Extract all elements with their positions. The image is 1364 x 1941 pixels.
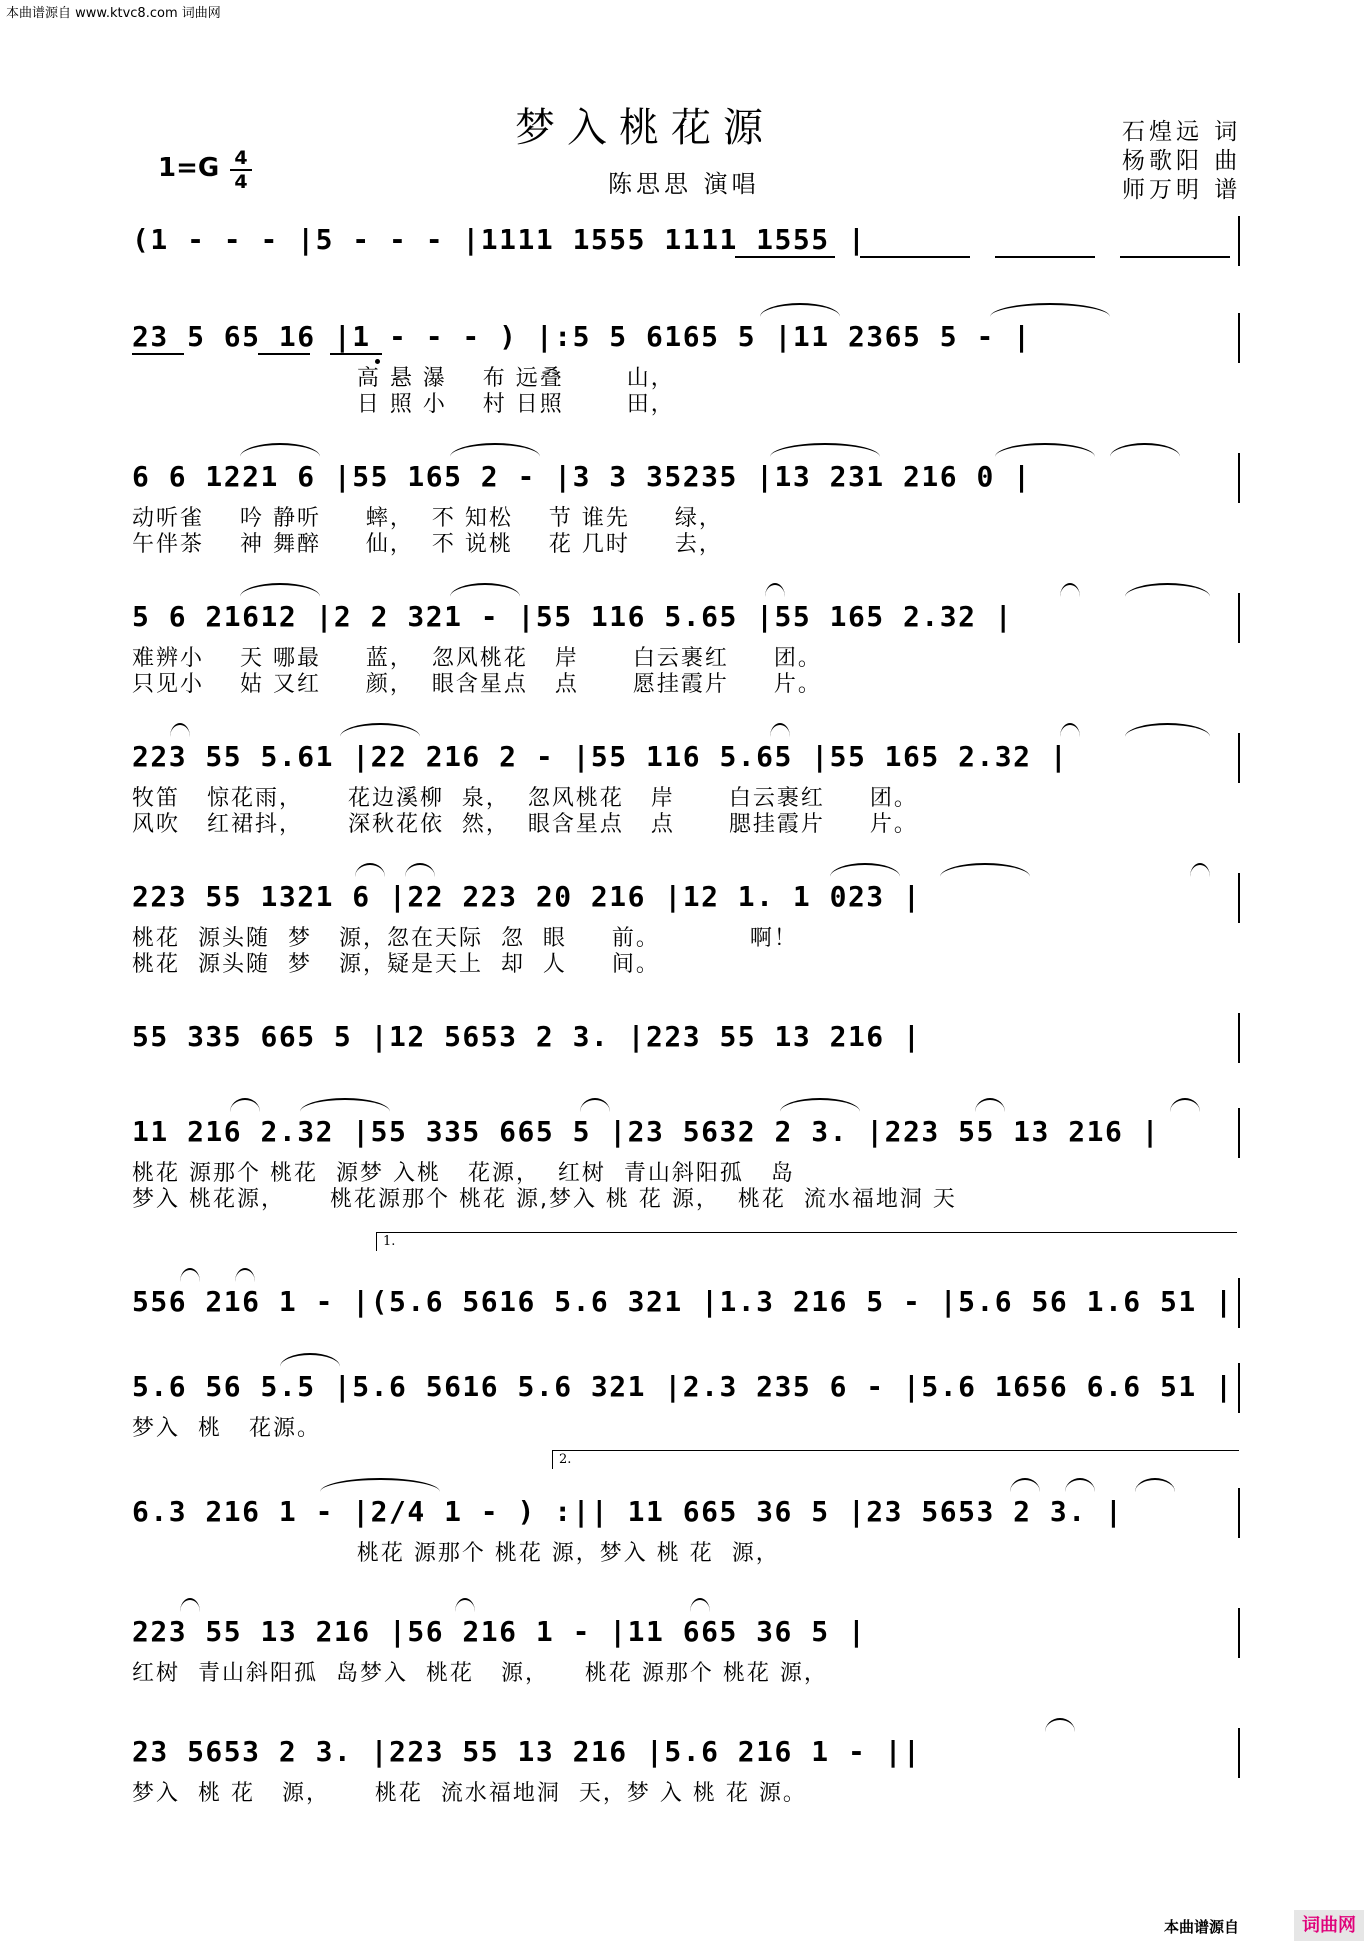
barline-end	[1238, 1013, 1240, 1063]
slur	[940, 863, 1030, 877]
slur	[320, 1478, 440, 1492]
barline-end	[1238, 1608, 1240, 1658]
watermark-top: 本曲谱源自 www.ktvc8.com 词曲网	[6, 6, 221, 21]
volta-1-label: 1.	[383, 1234, 396, 1249]
slur	[455, 1598, 475, 1612]
barline-end	[1238, 1488, 1240, 1538]
slur	[1045, 1718, 1075, 1732]
watermark-logo: 词曲网	[1294, 1910, 1364, 1941]
time-signature-bottom: 4	[234, 171, 248, 193]
beam	[995, 256, 1095, 258]
slur	[1010, 1478, 1040, 1492]
notes: 5 6 21612 |2 2 321 - |55 116 5.65 |55 165 2.32 |	[132, 600, 1014, 633]
slur	[230, 1098, 260, 1112]
slur	[760, 303, 840, 317]
slur	[1125, 723, 1210, 737]
notes: 223 55 13 216 |56 216 1 - |11 665 36 5 |	[132, 1615, 867, 1648]
slur	[300, 1098, 390, 1112]
notes: 6.3 216 1 - |2/4 1 - ) :|| 11 665 36 5 |23 5653 2 3. |	[132, 1495, 1124, 1528]
slur	[765, 583, 785, 597]
slur	[180, 1268, 200, 1282]
slur	[170, 723, 190, 737]
transcriber-credit: 师万明 谱	[1122, 177, 1242, 203]
volta-1	[376, 1232, 1237, 1251]
slur	[1060, 583, 1080, 597]
slur	[780, 1098, 860, 1112]
slur	[830, 863, 900, 877]
lyrics-verse-1: 动听雀 吟 静听 蟀， 不 知松 节 谁先 绿，	[132, 506, 723, 531]
barline-end	[1238, 1108, 1240, 1158]
barline-end	[1238, 733, 1240, 783]
notes: 223 55 5.61 |22 216 2 - |55 116 5.65 |55 165 2.32 |	[132, 740, 1069, 773]
notes: 11 216 2.32 |55 335 665 5 |23 5632 2 3. |223 55 13 216 |	[132, 1115, 1161, 1148]
volta-2	[552, 1450, 1239, 1469]
beam	[330, 353, 382, 355]
notes: 55 335 665 5 |12 5653 2 3. |223 55 13 216 |	[132, 1020, 922, 1053]
slur	[240, 583, 320, 597]
slur	[1065, 1478, 1095, 1492]
barline-end	[1238, 313, 1240, 363]
lyricist-credit: 石煌远 词	[1122, 119, 1242, 145]
barline-end	[1238, 1363, 1240, 1413]
slur	[1060, 723, 1080, 737]
lyrics-verse-1: 梦入 桃 花 源， 桃花 流水福地洞 天，梦 入 桃 花 源。	[132, 1781, 807, 1806]
slur	[180, 1598, 200, 1612]
notes: 23 5653 2 3. |223 55 13 216 |5.6 216 1 - ||	[132, 1735, 922, 1768]
slur	[355, 863, 385, 877]
lyrics-verse-1: 桃花 源头随 梦 源，忽在天际 忽 眼 前。 啊！	[132, 926, 798, 951]
barline-end	[1238, 216, 1240, 266]
watermark-bottom: 本曲谱源自	[1164, 1918, 1240, 1936]
lyrics-verse-1: 高 悬 瀑 布 远叠 山，	[132, 366, 675, 391]
slur	[1170, 1098, 1200, 1112]
notes: 6 6 1221 6 |55 165 2 - |3 3 35235 |13 231 216 0 |	[132, 460, 1032, 493]
slur	[990, 303, 1110, 317]
beam	[735, 256, 835, 258]
slur	[1135, 1478, 1175, 1492]
notes: (1 - - - |5 - - - |1111 1555 1111 1555 |	[132, 223, 867, 256]
time-signature	[230, 148, 252, 192]
barline-end	[1238, 873, 1240, 923]
slur	[995, 443, 1095, 457]
slur	[450, 443, 540, 457]
lyrics-verse-1: 桃花 源那个 桃花 源梦 入桃 花源， 红树 青山斜阳孤 岛	[132, 1161, 795, 1186]
time-signature-top: 4	[234, 147, 248, 169]
barline-end	[1238, 453, 1240, 503]
beam	[860, 256, 970, 258]
lyrics-verse-1: 梦入 桃 花源。	[132, 1416, 321, 1441]
notes: 223 55 1321 6 |22 223 20 216 |12 1. 1 023 |	[132, 880, 922, 913]
beam	[1120, 256, 1230, 258]
key-signature: 1=G	[158, 153, 220, 183]
lyrics-verse-2: 只见小 姑 又红 颜， 眼含星点 点 愿挂霞片 片。	[132, 672, 822, 697]
lyrics-verse-2: 梦入 桃花源， 桃花源那个 桃花 源,梦入 桃 花 源， 桃花 流水福地洞 天	[132, 1187, 957, 1212]
slur	[770, 443, 880, 457]
barline-end	[1238, 1728, 1240, 1778]
slur	[1110, 443, 1180, 457]
notes: 556 216 1 - |(5.6 5616 5.6 321 |1.3 216 5 - |5.6 56 1.6 51 |	[132, 1285, 1234, 1318]
slur	[405, 863, 435, 877]
lyrics-verse-2: 日 照 小 村 日照 田，	[132, 392, 675, 417]
notes: 5.6 56 5.5 |5.6 5616 5.6 321 |2.3 235 6 - |5.6 1656 6.6 51 |	[132, 1370, 1234, 1403]
composer-credit: 杨歌阳 曲	[1122, 148, 1242, 174]
lyrics-verse-2: 桃花 源头随 梦 源，疑是天上 却 人 间。	[132, 952, 660, 977]
slur	[280, 1353, 340, 1367]
slur	[690, 1598, 710, 1612]
slur	[240, 443, 320, 457]
slur	[1190, 863, 1210, 877]
singer-credit: 陈思思 演唱	[608, 170, 760, 198]
slur	[580, 1098, 610, 1112]
beam	[132, 353, 184, 355]
slur	[770, 723, 790, 737]
barline-end	[1238, 593, 1240, 643]
notes: 23 5 65 16 |1 - - - ) |:5 5 6165 5 |11 2365 5 - |	[132, 320, 1032, 353]
lyrics-verse-1: 难辨小 天 哪最 蓝， 忽风桃花 岸 白云裹红 团。	[132, 646, 822, 671]
slur	[975, 1098, 1005, 1112]
credits	[1122, 118, 1241, 205]
octave-dot	[375, 359, 380, 364]
beam	[258, 353, 310, 355]
slur	[235, 1268, 255, 1282]
lyrics-verse-1: 牧笛 惊花雨， 花边溪柳 泉， 忽风桃花 岸 白云裹红 团。	[132, 786, 918, 811]
slur	[340, 723, 420, 737]
song-title: 梦入桃花源	[515, 105, 775, 151]
lyrics-verse-1: 红树 青山斜阳孤 岛梦入 桃花 源， 桃花 源那个 桃花 源，	[132, 1661, 828, 1686]
volta-2-label: 2.	[559, 1452, 572, 1467]
slur	[450, 583, 520, 597]
slur	[1125, 583, 1210, 597]
lyrics-verse-2: 风吹 红裙抖， 深秋花依 然， 眼含星点 点 腮挂霞片 片。	[132, 812, 918, 837]
barline-end	[1238, 1278, 1240, 1328]
lyrics-verse-2: 午伴茶 神 舞醉 仙， 不 说桃 花 几时 去，	[132, 532, 723, 557]
lyrics-verse-1: 桃花 源那个 桃花 源，梦入 桃 花 源，	[132, 1541, 780, 1566]
